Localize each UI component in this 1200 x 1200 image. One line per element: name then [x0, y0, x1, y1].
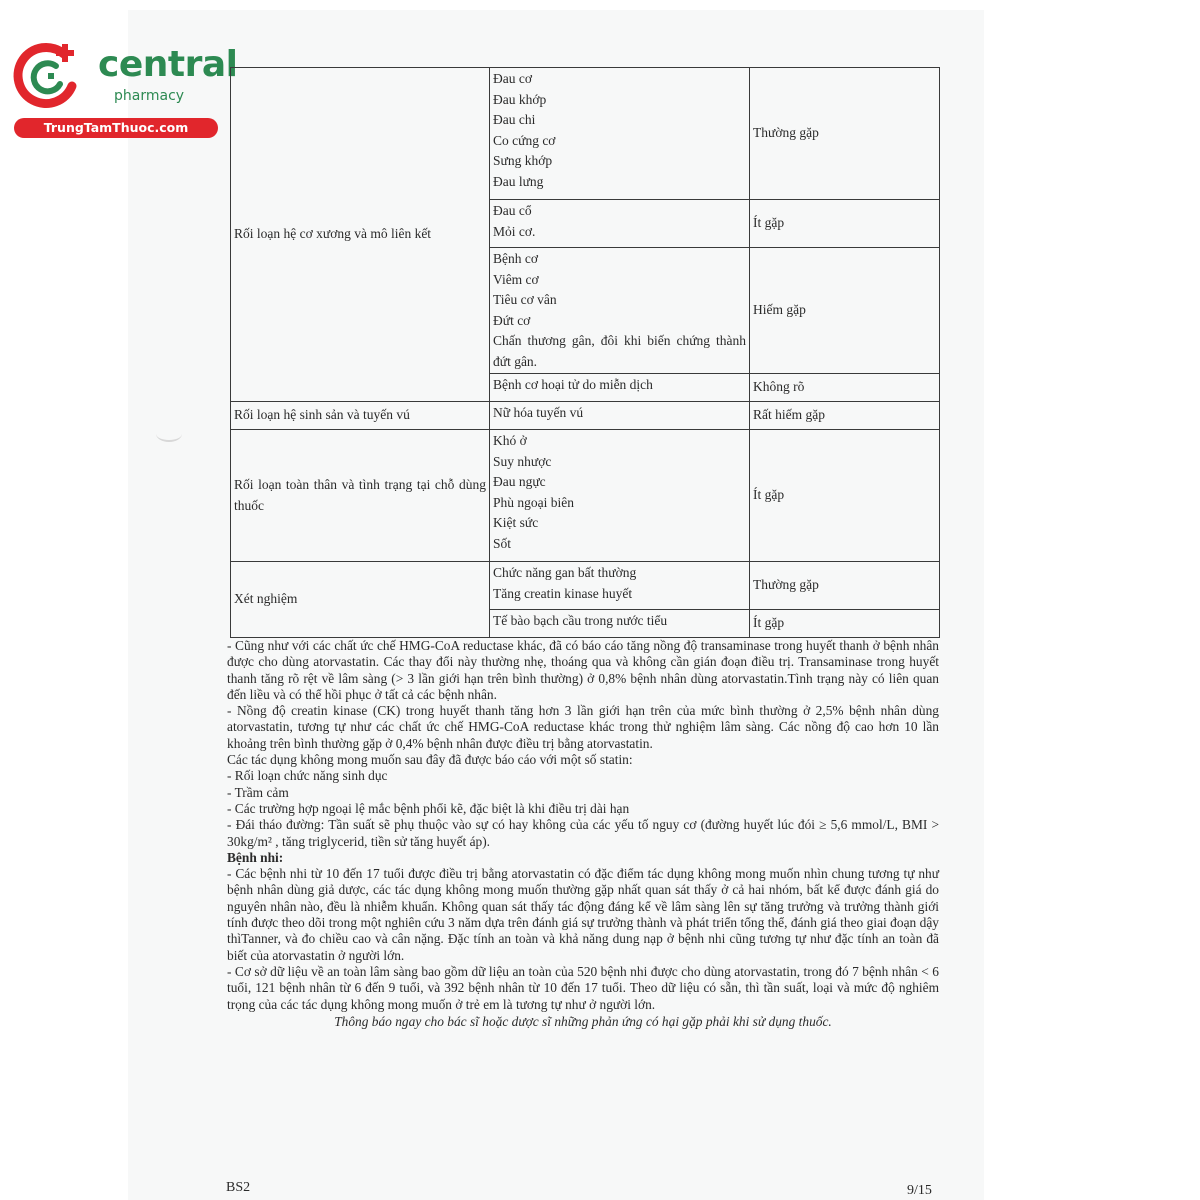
- paragraph-pediatric: - Các bệnh nhi từ 10 đến 17 tuổi được điều trị bằng atorvastatin có đặc điểm tác dụng không mong muốn nhìn chung tương tự như bệnh nhân dùng giả dược, các tác dụng không mong muốn thường gặp nhất quan sát thấy ở cả hai nhóm, bất kể được đánh giá do nguyên nhân nào, đều là nhiễm khuẩn. Không quan sát thấy tác động đáng kể về lâm sàng lên sự tăng trưởng và trưởng thành giới tính được theo dõi trong một nghiên cứu 3 năm dựa trên đánh giá sự trưởng thành và phát triển tổng thể, đánh giá theo giai đoạn dậy thìTanner, và đo chiều cao và cân nặng. Đặc tính an toàn và khả năng dung nạp ở bệnh nhi cũng tương tự như đặc tính an toàn đã biết của atorvastatin ở người lớn.: [227, 866, 939, 963]
- table-row: [231, 402, 940, 430]
- table-row: [231, 562, 940, 610]
- effect-item: Chức năng gan bất thường: [493, 565, 637, 580]
- disorder-group-cell: Rối loạn hệ sinh sản và tuyến vú: [231, 402, 490, 430]
- effect-item: Đau lưng: [493, 173, 544, 189]
- logo-website[interactable]: TrungTamThuoc.com: [14, 118, 218, 138]
- page-number: 9/15: [907, 1183, 932, 1198]
- effect-item: Đau cơ: [493, 71, 532, 86]
- paragraph-statin-intro: Các tác dụng không mong muốn sau đây đã được báo cáo với một số statin:: [227, 752, 633, 768]
- effect-item: Bệnh cơ: [493, 251, 539, 266]
- list-item-diabetes: - Đái tháo đường: Tần suất sẽ phụ thuộc vào sự có hay không của các yếu tố nguy cơ (đường huyết lúc đói ≥ 5,6 mmol/L, BMI > 30kg/m² , tăng triglycerid, tiền sử tăng huyết áp).: [227, 817, 939, 849]
- effect-item: Tế bào bạch cầu trong nước tiểu: [493, 613, 668, 628]
- section-heading-pediatric: Bệnh nhi:: [227, 849, 284, 865]
- effect-item: Kiệt sức: [493, 515, 539, 530]
- effect-item: Nữ hóa tuyến vú: [493, 405, 584, 420]
- disorder-group-cell: Rối loạn hệ cơ xương và mô liên kết: [231, 68, 490, 402]
- effect-item: Tiêu cơ vân: [493, 292, 557, 307]
- disorder-group-cell: Rối loạn toàn thân và tình trạng tại chỗ dùng thuốc: [231, 430, 490, 562]
- frequency-cell: Ít gặp: [750, 430, 940, 562]
- effect-item: Đau chi: [493, 112, 536, 127]
- effect-item: Co cứng cơ: [493, 132, 556, 148]
- paragraph-creatin-kinase: - Nồng độ creatin kinase (CK) trong huyết thanh tăng hơn 3 lần giới hạn trên của mức bình thường ở 2,5% bệnh nhân dùng atorvastatin, tương tự như các chất ức chế HMG-CoA reductase khác trong thử nghiệm lâm sàng. Các nồng độ cao hơn 10 lần khoảng trên bình thường gặp ở 0,4% bệnh nhân được điều trị bằng atorvastatin.: [227, 703, 939, 751]
- effect-item: Viêm cơ: [493, 271, 539, 287]
- effect-item: Sưng khớp: [493, 153, 553, 168]
- effect-item: Đau cổ: [493, 203, 532, 218]
- effect-item: Suy nhược: [493, 453, 552, 469]
- table-row: [231, 68, 940, 200]
- effects-cell: [490, 374, 750, 402]
- list-item: - Trầm cảm: [227, 784, 289, 800]
- document-code: BS2: [226, 1180, 251, 1195]
- effect-item: Khó ở: [493, 433, 527, 448]
- table-row: [231, 430, 940, 562]
- punch-hole-mark: [156, 426, 182, 442]
- frequency-cell: Rất hiếm gặp: [750, 402, 940, 430]
- effects-cell: [490, 68, 750, 200]
- effects-cell: [490, 248, 750, 374]
- effects-cell: [490, 610, 750, 638]
- paragraph-transaminase: - Cũng như với các chất ức chế HMG-CoA reductase khác, đã có báo cáo tăng nồng độ transaminase trong huyết thanh ở bệnh nhân được cho dùng atorvastatin. Các thay đổi này thường nhẹ, thoáng qua và không cần gián đoạn điều trị. Transaminase trong huyết thanh tăng rõ rệt về lâm sàng (> 3 lần giới hạn trên bình thường) ở 0,8% bệnh nhân dùng atorvastatin.Tình trạng này có liên quan đến liều và có thể hồi phục ở tất cả các bệnh nhân.: [227, 638, 939, 702]
- paragraph-safety-database: - Cơ sở dữ liệu về an toàn lâm sàng bao gồm dữ liệu an toàn của 520 bệnh nhi được cho dùng atorvastatin, trong đó 7 bệnh nhân < 6 tuổi, 121 bệnh nhân từ 6 đến 9 tuổi, và 392 bệnh nhân từ 10 đến 17 tuổi. Theo dữ liệu có sẵn, thì tần suất, loại và mức độ nghiêm trọng của các tác dụng không mong muốn ở trẻ em là tương tự như ở người lớn.: [227, 963, 939, 1012]
- list-item: - Các trường hợp ngoại lệ mắc bệnh phổi kẽ, đặc biệt là khi điều trị dài hạn: [227, 800, 630, 816]
- central-pharmacy-logo[interactable]: [10, 38, 238, 138]
- effect-item: Phù ngoại biên: [493, 494, 574, 510]
- document-body: [227, 638, 939, 1030]
- list-item: - Rối loạn chức năng sinh dục: [227, 768, 388, 784]
- effects-cell: [490, 562, 750, 610]
- central-logo-icon: [12, 40, 84, 112]
- effects-cell: [490, 430, 750, 562]
- frequency-cell: Ít gặp: [750, 610, 940, 638]
- logo-name: central: [98, 44, 238, 85]
- adverse-effects-table: [230, 67, 940, 638]
- disorder-group-cell: Xét nghiệm: [231, 562, 490, 638]
- effects-cell: [490, 200, 750, 248]
- frequency-cell: Thường gặp: [750, 562, 940, 610]
- effect-item: Mỏi cơ.: [493, 223, 536, 239]
- effect-item: Sốt: [493, 535, 512, 551]
- frequency-cell: Hiếm gặp: [750, 248, 940, 374]
- effect-item: Bệnh cơ hoại tử do miễn dịch: [493, 377, 653, 392]
- frequency-cell: Không rõ: [750, 374, 940, 402]
- effect-item: Đau ngực: [493, 474, 546, 489]
- frequency-cell: Ít gặp: [750, 200, 940, 248]
- effects-cell: [490, 402, 750, 430]
- frequency-cell: Thường gặp: [750, 68, 940, 200]
- effect-item: Đau khớp: [493, 91, 547, 107]
- notice-line: Thông báo ngay cho bác sĩ hoặc dược sĩ những phản ứng có hại gặp phải khi sử dụng thuốc.: [334, 1013, 832, 1029]
- effect-item: Đứt cơ: [493, 312, 531, 328]
- logo-subtitle: pharmacy: [114, 88, 185, 104]
- effect-item: Tăng creatin kinase huyết: [493, 585, 633, 601]
- effect-item: Chấn thương gân, đôi khi biến chứng thành đứt gân.: [493, 333, 746, 369]
